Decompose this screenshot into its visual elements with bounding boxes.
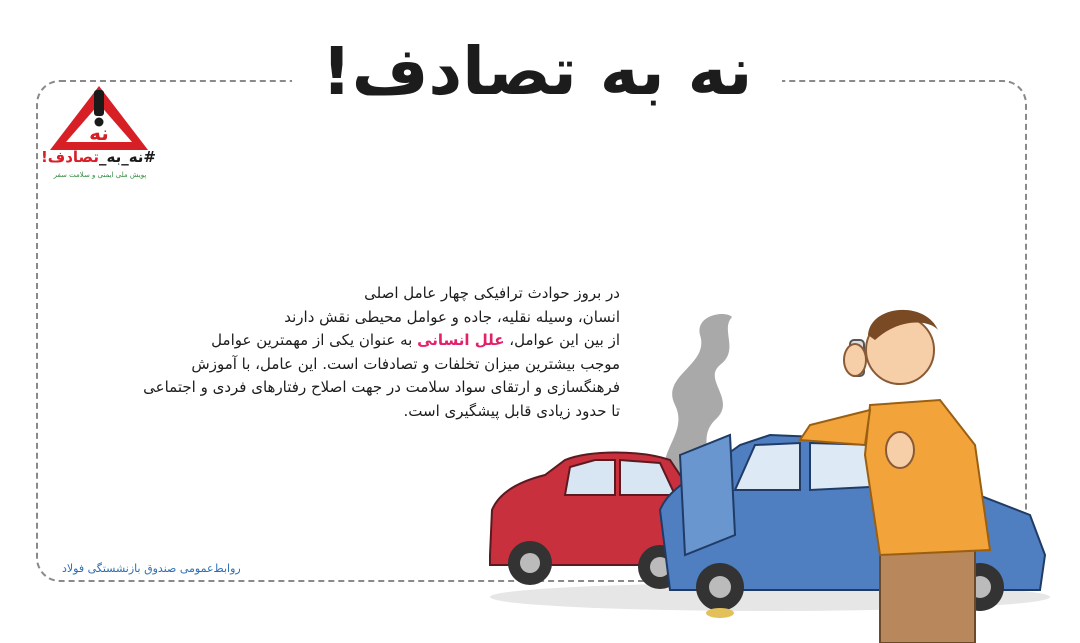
body-line-3-end: به عنوان یکی از مهمترین عوامل — [211, 331, 418, 350]
body-line-6: تا حدود زیادی قابل پیشگیری است. — [403, 401, 620, 420]
spill-icon — [706, 608, 734, 618]
footer-credit: روابط‌عمومی صندوق بازنشستگی فولاد — [62, 562, 241, 575]
hashtag-highlight: تصادف! — [40, 148, 99, 166]
body-line-5: فرهنگسازی و ارتقای سواد سلامت در جهت اصلاح رفتارهای فردی و اجتماعی — [143, 378, 620, 397]
body-line-3-start: از بین این عوامل، — [504, 331, 620, 350]
campaign-hashtag — [40, 148, 156, 166]
human-factors-highlight: علل انسانی — [417, 331, 505, 350]
blue-car-icon — [660, 435, 1045, 611]
body-line-2: انسان، وسیله نقلیه، جاده و عوامل محیطی نقش دارند — [284, 307, 620, 326]
campaign-slogan: پویش ملی ایمنی و سلامت سفر — [53, 171, 147, 179]
body-line-4: موجب بیشترین میزان تخلفات و تصادفات است. این عامل، با آموزش — [191, 354, 620, 373]
body-line-1: در بروز حوادث ترافیکی چهار عامل اصلی — [364, 284, 620, 302]
car-accident-illustration — [470, 295, 1070, 643]
hashtag-prefix: #نه_به_ — [98, 148, 156, 166]
warning-sign-label: نه — [89, 121, 109, 145]
page-title: نه به تصادف! — [321, 33, 753, 110]
